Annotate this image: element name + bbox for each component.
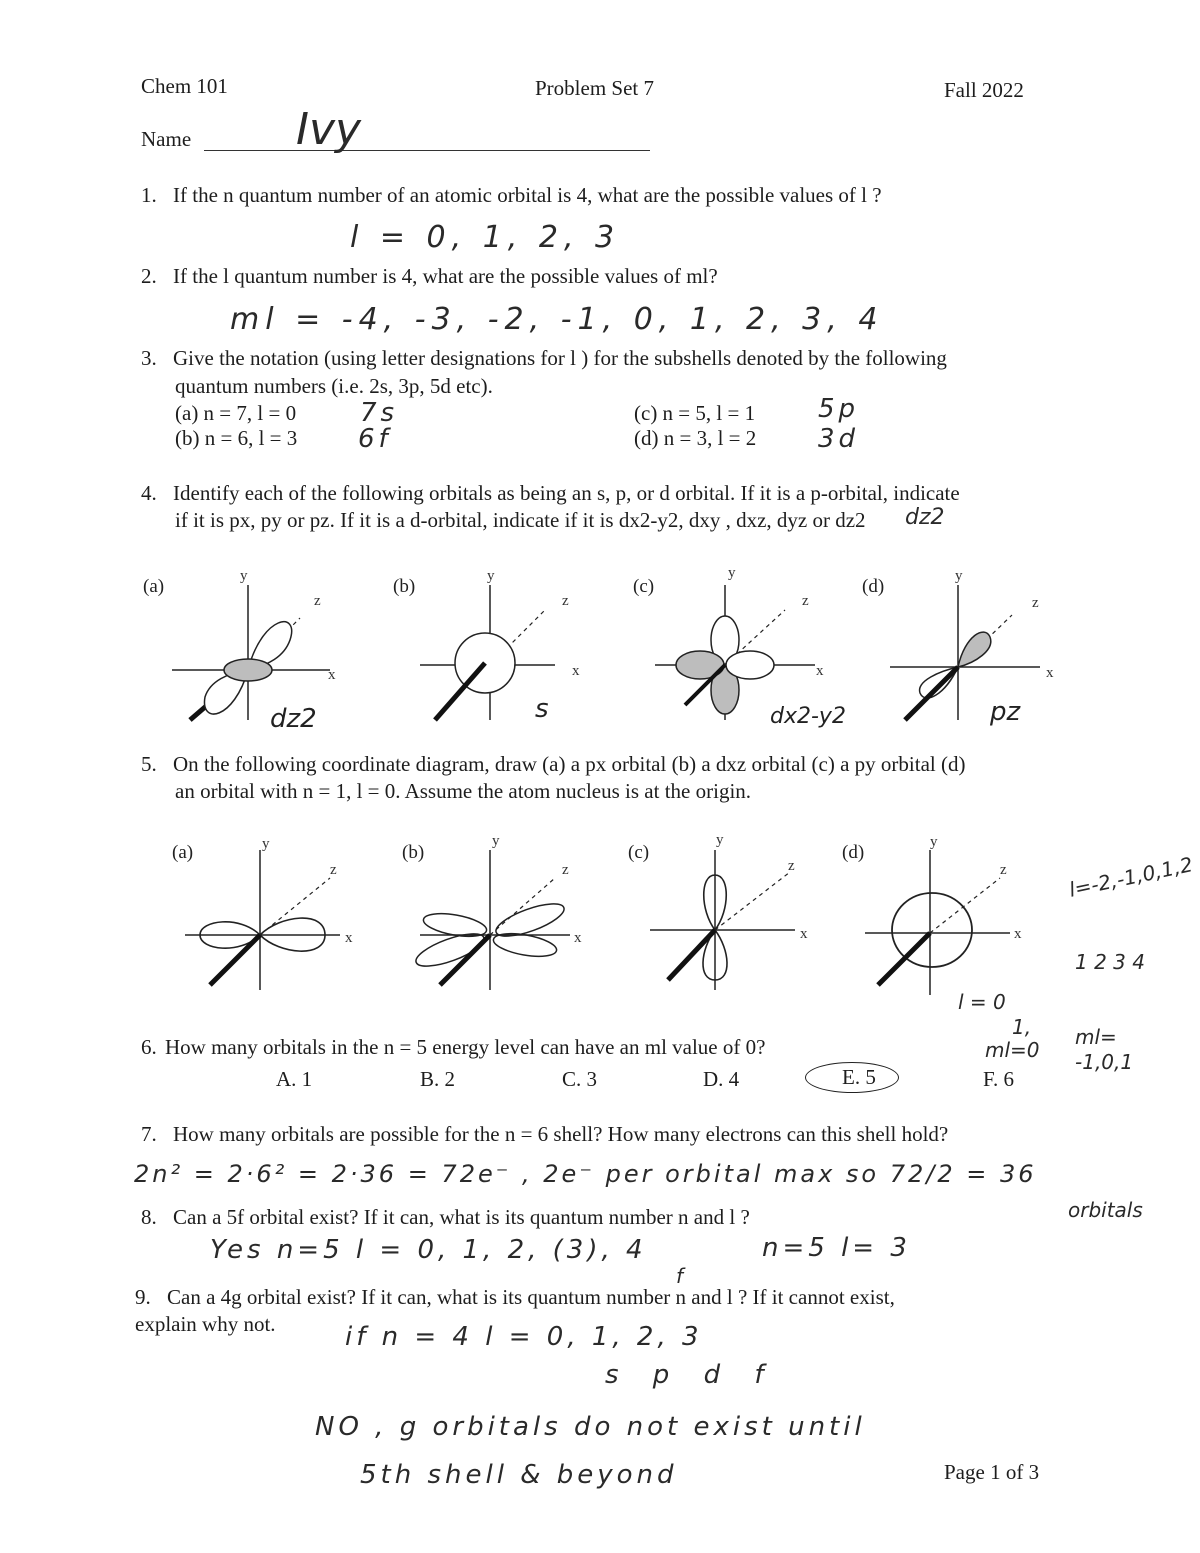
svg-text:y: y [240,568,248,584]
q5-text: 5. On the following coordinate diagram, draw (a) a px orbital (b) a dxz orbital (c) a py orbital (d) [141,752,966,776]
q3-text-line2: quantum numbers (i.e. 2s, 3p, 5d etc). [175,374,493,398]
q4-part-b-label: (b) [393,576,416,597]
q3-answer-b: 6f [358,424,392,454]
svg-text:z: z [562,862,569,878]
q6-margin-note-4: 1, [1012,1015,1032,1039]
q2-answer: ml = -4, -3, -2, -1, 0, 1, 2, 3, 4 [230,302,884,337]
course-title: Chem 101 [141,74,228,98]
q6-option-c[interactable]: C. 3 [562,1067,598,1091]
q3-part-c: (c) n = 5, l = 1 [634,401,756,425]
q4-answer-d: pz [990,697,1021,727]
svg-text:y: y [487,568,495,584]
q5-diagram-c [628,832,808,990]
q5-text-line2: an orbital with n = 1, l = 0. Assume the atom nucleus is at the origin. [175,779,752,803]
q6-text: 6. How many orbitals in the n = 5 energy level can have an ml value of 0? [141,1035,766,1059]
svg-text:(a): (a) [172,842,194,863]
svg-text:x: x [328,667,336,683]
name-label: Name [141,127,192,151]
q6-option-f[interactable]: F. 6 [983,1067,1014,1091]
q9-answer-3: NO , g orbitals do not exist until [315,1412,866,1442]
q6-margin-note-2: 1 2 3 4 [1075,950,1145,974]
q7-answer: 2n² = 2·6² = 2·36 = 72e⁻ , 2e⁻ per orbital max so 72/2 = 36 [134,1160,1037,1188]
q3-part-d: (d) n = 3, l = 2 [634,426,757,450]
q6-margin-note-3: l = 0 [958,990,1006,1014]
q3-answer-c: 5p [818,394,860,424]
q5-drawing-diagrams [0,830,1200,1005]
q4-answer-b: s [535,694,549,724]
q3-part-a: (a) n = 7, l = 0 [175,401,297,425]
q4-part-c-label: (c) [633,576,655,597]
term-label: Fall 2022 [944,78,1024,102]
q6-margin-note-7: -1,0,1 [1075,1050,1134,1074]
name-underline [204,150,650,151]
q3-part-b: (b) n = 6, l = 3 [175,426,298,450]
svg-text:x: x [345,930,353,946]
q4-part-a-label: (a) [143,576,165,597]
q5-diagram-b [402,833,582,990]
q9-answer-1: if n = 4 l = 0, 1, 2, 3 [345,1322,703,1352]
svg-text:x: x [1046,665,1054,681]
q4-diagram-c [633,565,846,729]
svg-text:y: y [955,568,963,584]
q1-text: 1. If the n quantum number of an atomic orbital is 4, what are the possible values of l ? [141,183,882,207]
q3-answer-d: 3d [818,424,860,454]
q9-text: 9. Can a 4g orbital exist? If it can, what is its quantum number n and l ? If it cannot exist, [135,1285,895,1309]
q9-text-line2: explain why not. [135,1312,276,1336]
svg-text:z: z [562,593,569,609]
svg-text:z: z [330,862,337,878]
q8-answer-f: f [676,1264,684,1288]
q1-answer: l = 0, 1, 2, 3 [350,220,621,255]
q8-answer-2: n=5 l= 3 [762,1233,911,1263]
svg-text:x: x [800,926,808,942]
q8-text: 8. Can a 5f orbital exist? If it can, what is its quantum number n and l ? [141,1205,750,1229]
problem-set-title: Problem Set 7 [535,76,654,100]
svg-text:y: y [262,836,270,852]
q6-option-d[interactable]: D. 4 [703,1067,740,1091]
q4-circled-answer: dz2 [905,505,945,530]
q5-diagram-d [842,834,1022,995]
page-number: Page 1 of 3 [944,1460,1040,1484]
q6-margin-note-1: l=-2,-1,0,1,2 [1066,852,1195,902]
name-value: Ivy [296,104,362,155]
svg-text:x: x [574,930,582,946]
q6-option-b[interactable]: B. 2 [420,1067,456,1091]
q7-text: 7. How many orbitals are possible for the n = 6 shell? How many electrons can this shell hold? [141,1122,949,1146]
svg-text:x: x [572,663,580,679]
q8-answer: Yes n=5 l = 0, 1, 2, (3), 4 [210,1235,647,1265]
q4-part-d-label: (d) [862,576,885,597]
svg-text:z: z [788,858,795,874]
q3-text: 3. Give the notation (using letter designations for l ) for the subshells denoted by the following [141,346,947,370]
svg-text:(d): (d) [842,842,865,863]
q5-diagram-a [172,836,353,990]
svg-text:y: y [492,833,500,849]
svg-text:x: x [1014,926,1022,942]
svg-text:(b): (b) [402,842,425,863]
q9-answer-4: 5th shell & beyond [360,1460,678,1490]
q4-diagram-b [393,568,580,724]
q4-text: 4. Identify each of the following orbitals as being an s, p, or d orbital. If it is a p-orbital, indicate [141,481,960,505]
svg-text:z: z [802,593,809,609]
q4-answer-c: dx2-y2 [770,704,846,729]
q6-option-e-selected[interactable]: E. 5 [805,1062,899,1093]
q7-answer-2: orbitals [1068,1198,1143,1222]
svg-text:y: y [728,565,736,581]
q9-answer-2: s p d f [605,1360,768,1390]
q6-margin-note-6: ml= [1075,1025,1117,1049]
q3-answer-a: 7s [360,398,399,428]
q4-text-line2: if it is px, py or pz. If it is a d-orbital, indicate if it is dx2-y2, dxy , dxz, dyz or dz2 [175,508,866,532]
svg-text:(c): (c) [628,842,650,863]
svg-text:z: z [1032,595,1039,611]
svg-text:z: z [1000,862,1007,878]
q4-diagram-d [862,568,1054,727]
svg-text:y: y [930,834,938,850]
svg-text:y: y [716,832,724,848]
svg-text:z: z [314,593,321,609]
q2-text: 2. If the l quantum number is 4, what are the possible values of ml? [141,264,718,288]
q6-margin-note-5: ml=0 [985,1038,1040,1062]
svg-text:x: x [816,663,824,679]
q4-diagram-a [143,568,336,734]
q6-option-a[interactable]: A. 1 [276,1067,313,1091]
q4-answer-a: dz2 [270,704,317,734]
